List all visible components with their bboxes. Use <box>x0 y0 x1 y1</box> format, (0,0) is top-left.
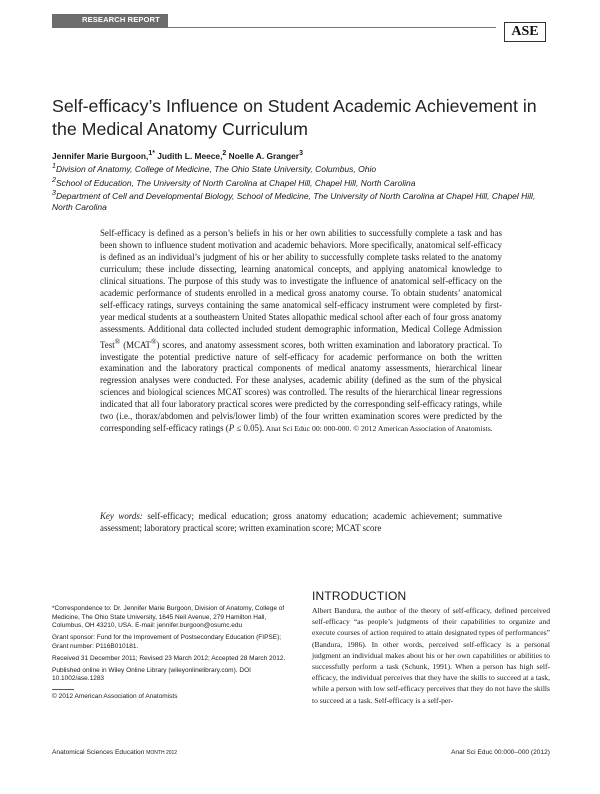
affiliation-mark: 2 <box>52 175 56 184</box>
keywords-label: Key words: <box>100 511 143 521</box>
author-affiliation-mark: 2 <box>222 150 227 157</box>
introduction-body: Albert Bandura, the author of the theory of self-efficacy, defined perceived self-efficacy “as people’s judgments of their capabilities to organize and execute courses of action required to attain designated types of performances” (Bandura, 1986). In other words, perceived self-efficacy is a personal judgment an individual makes about his or her own capabilities or abilities to successfully perform a task (Schunk, 1991). When a person has high self-efficacy, the individual perceives that they have the skills to succeed at a task, while a person with low self-efficacy perceives that they do not have the skills to succeed at a task. Self-efficacy is a self-per- <box>312 606 550 705</box>
keywords <box>100 511 502 535</box>
correspondence-note: *Correspondence to: Dr. Jennifer Marie Burgoon, Division of Anatomy, College of Medicine, The Ohio State University, 1645 Neil Avenue, 279 Hamilton Hall, Columbus, OH 43210, USA. E-mail: jennifer.burgoon@osumc.edu <box>52 605 285 630</box>
affiliation-item <box>52 175 552 189</box>
affiliation-item <box>52 161 552 175</box>
abstract-text: (MCAT <box>120 339 151 350</box>
footnotes <box>52 605 297 705</box>
received-dates: Received 31 December 2011; Revised 23 March 2012; Accepted 28 March 2012. <box>52 654 286 662</box>
affiliation-mark: 3 <box>52 189 56 198</box>
author-affiliation-mark: 3 <box>299 150 303 157</box>
introduction-heading: INTRODUCTION <box>312 589 407 603</box>
registered-mark: ® <box>114 336 121 346</box>
journal-logo: ASE <box>504 22 546 42</box>
author-list <box>52 150 303 161</box>
section-label: RESEARCH REPORT <box>82 15 160 24</box>
copyright-note: © 2012 American Association of Anatomists <box>52 693 178 701</box>
p-value-symbol: P <box>228 423 235 434</box>
affiliation-text: Department of Cell and Developmental Biology, School of Medicine, The University of North Carolina at Chapel Hill, Chapel Hill, North Carolina <box>52 191 536 212</box>
registered-mark: ® <box>150 336 157 346</box>
author-name: Jennifer Marie Burgoon, <box>52 150 149 161</box>
affiliation-list <box>52 161 552 213</box>
affiliation-text: School of Education, The University of North Carolina at Chapel Hill, Chapel Hill, North Carolina <box>55 177 416 188</box>
footer-month: MONTH 2012 <box>146 750 178 756</box>
affiliation-text: Division of Anatomy, College of Medicine, The Ohio State University, Columbus, Ohio <box>55 163 377 174</box>
copyright-divider <box>52 689 74 690</box>
author-name: Noelle A. Granger <box>228 150 300 161</box>
article-title: Self-efficacy’s Influence on Student Academic Achievement in the Medical Anatomy Curriculum <box>52 96 537 139</box>
author-affiliation-mark: 1* <box>148 150 155 157</box>
published-note: Published online in Wiley Online Library (wileyonlinelibrary.com). DOI 10.1002/ase.1283 <box>52 666 251 683</box>
grant-note: Grant sponsor: Fund for the Improvement of Postsecondary Education (FIPSE); Grant number: P116B010181. <box>52 634 282 650</box>
footer-journal <box>52 749 177 756</box>
abstract-citation: Anat Sci Educ 00: 000-000. © 2012 American Association of Anatomists. <box>264 424 493 434</box>
author-name: Judith L. Meece, <box>157 150 223 161</box>
footer-citation: Anat Sci Educ 00:000–000 (2012) <box>451 749 550 756</box>
affiliation-mark: 1 <box>52 162 56 170</box>
abstract-text: ) scores, and anatomy assessment scores, both written examination and laboratory practical. To investigate the potential predictive nature of self-efficacy for academic performance on both the written examination and the laboratory practical components of medical anatomy assessments, hierarchical linear regression analyses were conducted. For these analyses, academic ability (defined as the sum of the physical sciences and biological sciences MCAT scores) was controlled. The results of the hierarchical linear regressions indicated that all four laboratory practical scores were predicted by the corresponding self-efficacy ratings, while two (i.e., thorax/abdomen and pelvis/lower limb) of the four written examination scores were predicted by the corresponding self-efficacy ratings ( <box>100 339 502 434</box>
abstract <box>100 228 502 435</box>
footer-journal-name: Anatomical Sciences Education <box>52 749 145 756</box>
affiliation-item <box>52 188 552 212</box>
header-rule <box>168 27 496 28</box>
abstract-text: Self-efficacy is defined as a person’s beliefs in his or her own abilities to successfully complete a task and has been shown to influence student motivation and academic behaviors. More specifically, anatomical self-efficacy is defined as an individual’s judgment of his or her ability to successfully complete tasks related to the anatomy curriculum; these include dissecting, learning anatomical concepts, and applying anatomical knowledge to clinical situations. The purpose of this study was to investigate the influence of anatomical self-efficacy on the academic performance of students enrolled in a medical gross anatomy course. To obtain students’ anatomical self-efficacy ratings, surveys containing the same anatomical self-efficacy instrument were completed by first-year medical students at a southeastern United States allopathic medical school after each of four gross anatomy assessments. Additional data collected included student demographic information, Medical College Admission Test <box>100 228 502 350</box>
abstract-text: ≤ 0.05). <box>234 423 265 434</box>
keywords-text: self-efficacy; medical education; gross anatomy education; academic achievement; summative assessment; laboratory practical score; written examination score; MCAT score <box>100 511 502 533</box>
